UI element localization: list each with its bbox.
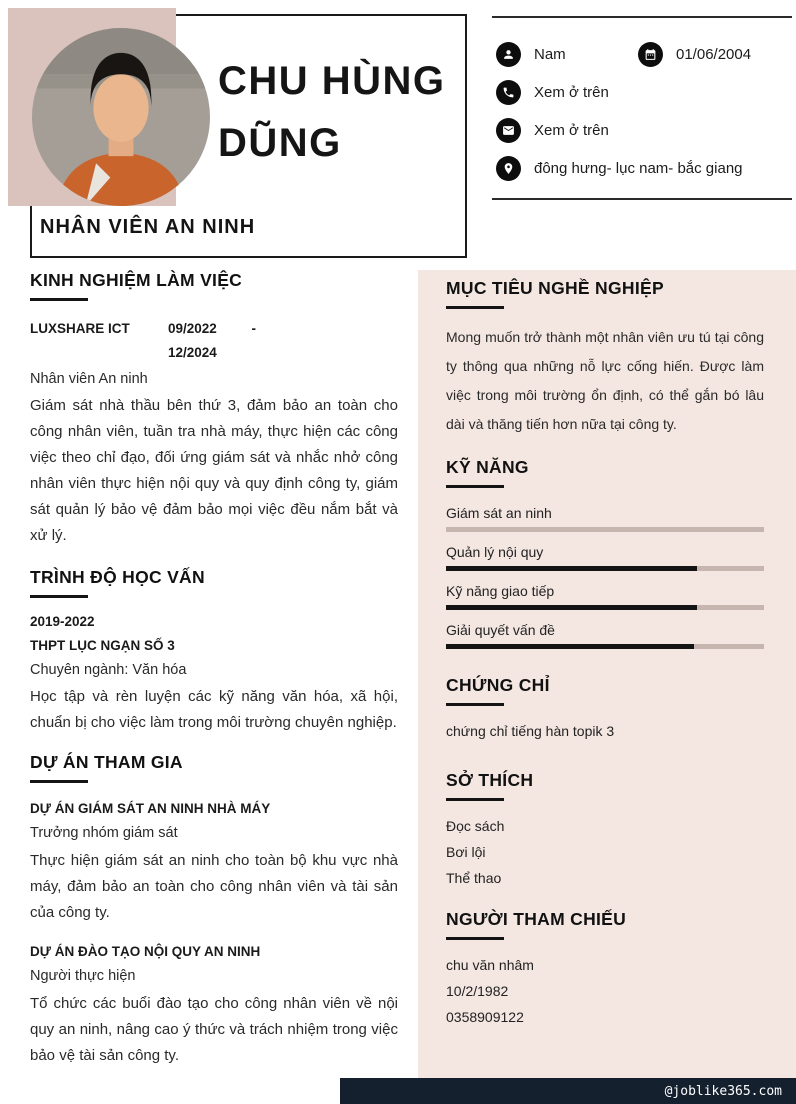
experience-dates [168, 317, 288, 365]
footer-watermark-bar [340, 1078, 796, 1104]
skill-label: Giám sát an ninh [446, 505, 552, 521]
phone-icon [496, 80, 521, 105]
hobby-item: Thể thao [446, 870, 502, 886]
project-name: DỰ ÁN ĐÀO TẠO NỘI QUY AN NINH [30, 944, 261, 959]
profile-photo [32, 28, 210, 206]
right-panel [418, 270, 796, 1104]
education-school: THPT LỤC NGẠN SỐ 3 [30, 638, 175, 653]
birthday-value: 01/06/2004 [676, 46, 752, 63]
experience-description: Giám sát nhà thầu bên thứ 3, đảm bảo an toàn cho công nhân viên, tuần tra nhà máy, thực hiện các công việc theo chỉ đạo, đối ứng giám sát và nhắc nhở công nhân viên thực hiện nội quy và quy định công ty, giám sát quản lý bảo vệ đảm bảo mọi việc đều nắm bắt và xử lý. [30, 397, 398, 544]
hobbies-title-underline [446, 798, 504, 801]
skill-bar-fill [446, 644, 694, 649]
skill-label: Giải quyết vấn đề [446, 622, 555, 638]
project-role: Trưởng nhóm giám sát [30, 825, 178, 841]
project-item [30, 939, 398, 1069]
project-description: Thực hiện giám sát an ninh cho toàn bộ khu vực nhà máy, đảm bảo an toàn cho công nhân viên và tài sản của công ty. [30, 852, 398, 921]
birthday-pair [638, 42, 751, 67]
projects-title-underline [30, 780, 88, 783]
location-pin-icon [496, 156, 521, 181]
address-row [496, 156, 792, 181]
email-row [496, 118, 792, 143]
section-experience [30, 270, 398, 549]
reference-phone: 0358909122 [446, 1009, 524, 1025]
education-title-underline [30, 595, 88, 598]
gender-birthday-row [496, 42, 792, 67]
hobby-item: Bơi lội [446, 844, 486, 860]
experience-title-underline [30, 298, 88, 301]
certificate-item: chứng chỉ tiếng hàn topik 3 [446, 723, 615, 739]
gender-pair [496, 42, 638, 67]
education-years: 2019-2022 [30, 614, 95, 629]
skill-bar-track [446, 644, 764, 649]
skill-item [446, 621, 764, 649]
section-education [30, 567, 398, 736]
skill-bar-fill [446, 605, 697, 610]
skill-bar-fill [446, 566, 697, 571]
reference-card [446, 952, 764, 1030]
skills-title-underline [446, 485, 504, 488]
section-objective [446, 278, 764, 439]
skill-bar-track [446, 605, 764, 610]
reference-name: chu văn nhâm [446, 957, 534, 973]
skill-item [446, 543, 764, 571]
address-value: đông hưng- lục nam- bắc giang [534, 160, 743, 177]
left-column [30, 270, 398, 1069]
person-icon [496, 42, 521, 67]
education-major: Chuyên ngành: Văn hóa [30, 662, 187, 678]
email-value: Xem ở trên [534, 122, 609, 139]
skill-label: Kỹ năng giao tiếp [446, 583, 555, 599]
watermark-text: @joblike365.com [664, 1083, 782, 1099]
objective-text: Mong muốn trở thành một nhân viên ưu tú tại công ty thông qua những nỗ lực cống hiến. Được làm việc trong môi trường ổn định, có thể gắn bó lâu dài và thăng tiến hơn nữa tại công ty. [446, 329, 764, 432]
project-description: Tổ chức các buổi đào tạo cho công nhân viên về nội quy an ninh, nâng cao ý thức và trách nhiệm trong việc bảo vệ tài sản công ty. [30, 995, 398, 1064]
job-title: NHÂN VIÊN AN NINH [40, 216, 256, 238]
contact-panel [492, 16, 792, 200]
certificates-title: CHỨNG CHỈ [446, 675, 550, 695]
experience-role: Nhân viên An ninh [30, 371, 148, 387]
skill-label: Quản lý nội quy [446, 544, 544, 560]
reference-dob: 10/2/1982 [446, 983, 509, 999]
objective-title-underline [446, 306, 504, 309]
section-certificates [446, 675, 764, 744]
skills-title: KỸ NĂNG [446, 457, 529, 477]
skill-bar-track [446, 527, 764, 532]
phone-row [496, 80, 792, 105]
experience-title: KINH NGHIỆM LÀM VIỆC [30, 270, 243, 290]
page-title [218, 50, 446, 174]
skill-bar-track [446, 566, 764, 571]
project-name: DỰ ÁN GIÁM SÁT AN NINH NHÀ MÁY [30, 801, 271, 816]
profile-photo-placeholder [32, 28, 210, 206]
references-title-underline [446, 937, 504, 940]
name-line1: CHU HÙNG [218, 59, 446, 103]
date-separator: - [251, 321, 256, 336]
section-references [446, 909, 764, 1030]
section-hobbies [446, 770, 764, 891]
skill-item [446, 504, 764, 532]
date-start: 09/2022 [168, 321, 217, 336]
certificates-title-underline [446, 703, 504, 706]
skill-list [446, 504, 764, 649]
hobby-list [446, 813, 764, 891]
gender-value: Nam [534, 46, 566, 63]
references-title: NGƯỜI THAM CHIẾU [446, 909, 627, 929]
name-line2: DŨNG [218, 121, 342, 165]
section-projects [30, 752, 398, 1069]
projects-title: DỰ ÁN THAM GIA [30, 752, 183, 772]
date-end: 12/2024 [168, 345, 217, 360]
skill-item [446, 582, 764, 610]
phone-value: Xem ở trên [534, 84, 609, 101]
calendar-icon [638, 42, 663, 67]
project-role: Người thực hiện [30, 968, 136, 984]
objective-title: MỤC TIÊU NGHỀ NGHIỆP [446, 278, 664, 298]
section-skills [446, 457, 764, 649]
envelope-icon [496, 118, 521, 143]
hobby-item: Đọc sách [446, 818, 505, 834]
education-description: Học tập và rèn luyện các kỹ năng văn hóa, xã hội, chuẩn bị cho việc làm trong môi trường chuyên nghiệp. [30, 688, 398, 731]
hobbies-title: SỞ THÍCH [446, 770, 534, 790]
project-item [30, 796, 398, 926]
experience-header [30, 317, 398, 365]
education-title: TRÌNH ĐỘ HỌC VẤN [30, 567, 205, 587]
company-name: LUXSHARE ICT [30, 321, 130, 336]
right-column [418, 270, 796, 1030]
